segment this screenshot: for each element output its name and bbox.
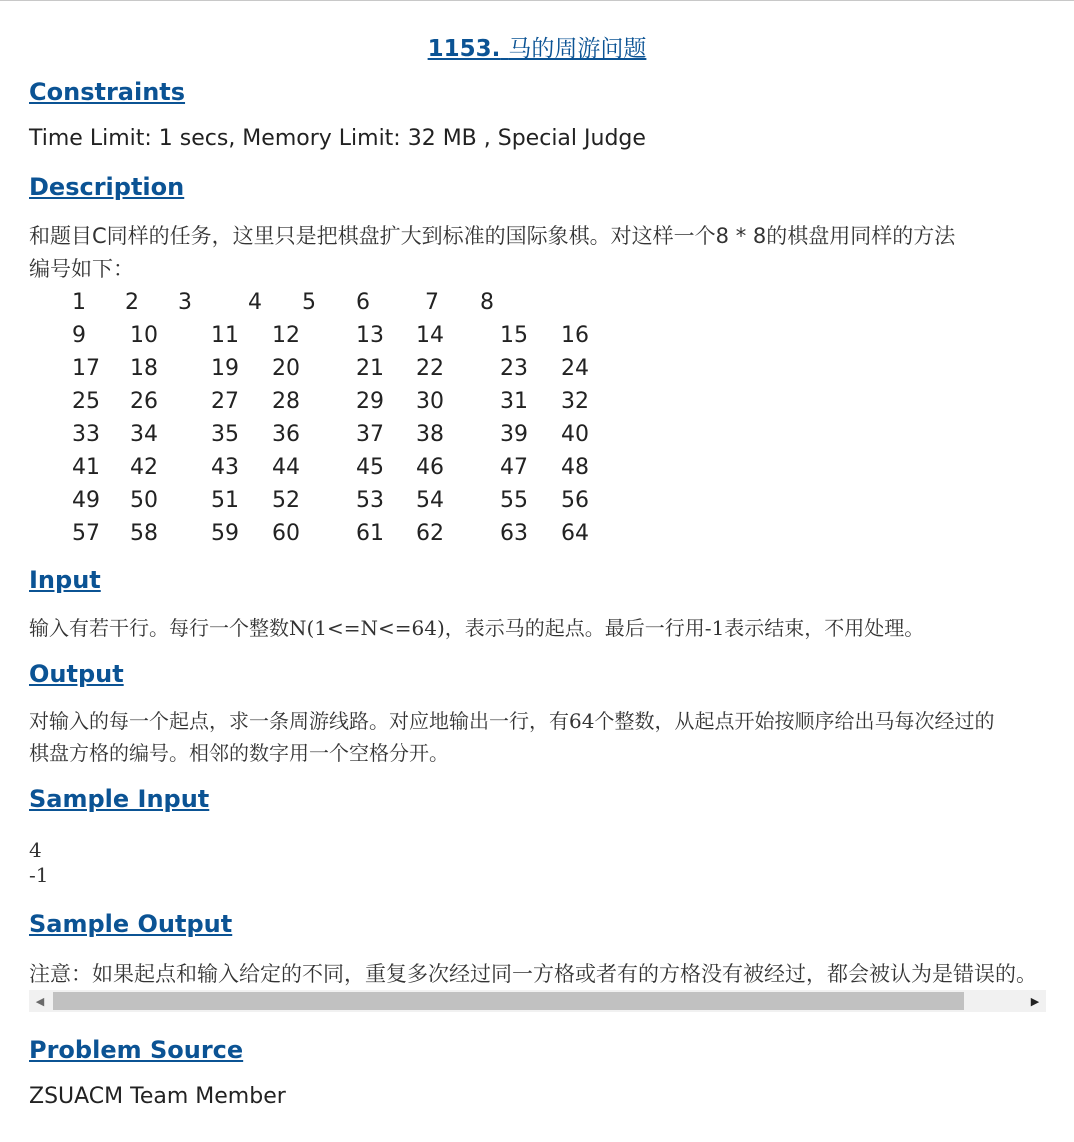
board-row: [0, 451, 700, 484]
board-cell: 55: [500, 488, 528, 513]
board-cell: 9: [72, 323, 86, 348]
board-cell: 16: [561, 323, 589, 348]
problem-number: 1153.: [427, 36, 501, 62]
board-cell: 52: [272, 488, 300, 513]
board-cell: 34: [130, 422, 158, 447]
board-cell: 64: [561, 521, 589, 546]
problem-source-text: ZSUACM Team Member: [29, 1084, 286, 1109]
board-cell: 21: [356, 356, 384, 381]
board-cell: 8: [480, 290, 494, 315]
board-cell: 24: [561, 356, 589, 381]
board-row: [0, 385, 700, 418]
board-cell: 1: [72, 290, 86, 315]
board-cell: 26: [130, 389, 158, 414]
board-cell: 58: [130, 521, 158, 546]
board-cell: 40: [561, 422, 589, 447]
problem-source-heading: Problem Source: [29, 1036, 244, 1064]
board-cell: 20: [272, 356, 300, 381]
board-cell: 14: [416, 323, 444, 348]
board-row: [0, 484, 700, 517]
description-segment: C: [92, 224, 107, 248]
output-text-line-2: 棋盘方格的编号。相邻的数字用一个空格分开。: [29, 741, 449, 765]
board-cell: 33: [72, 422, 100, 447]
board-cell: 5: [302, 290, 316, 315]
constraints-heading: Constraints: [29, 78, 186, 106]
board-cell: 49: [72, 488, 100, 513]
board-cell: 37: [356, 422, 384, 447]
board-cell: 44: [272, 455, 300, 480]
board-cell: 13: [356, 323, 384, 348]
scroll-right-icon[interactable]: ▶: [1030, 994, 1040, 1008]
board-cell: 25: [72, 389, 100, 414]
scroll-left-icon[interactable]: ◀: [35, 994, 45, 1008]
board-cell: 7: [425, 290, 439, 315]
description-line-2: 编号如下：: [29, 257, 134, 281]
board-cell: 41: [72, 455, 100, 480]
board-cell: 17: [72, 356, 100, 381]
board-cell: 57: [72, 521, 100, 546]
input-heading: Input: [29, 566, 101, 594]
board-cell: 50: [130, 488, 158, 513]
board-cell: 45: [356, 455, 384, 480]
board-cell: 12: [272, 323, 300, 348]
top-divider: [0, 0, 1074, 1]
board-cell: 15: [500, 323, 528, 348]
board-cell: 61: [356, 521, 384, 546]
board-row: [0, 352, 700, 385]
board-cell: 27: [211, 389, 239, 414]
board-cell: 18: [130, 356, 158, 381]
board-cell: 3: [178, 290, 192, 315]
description-segment: 和题目: [29, 224, 92, 248]
board-cell: 4: [248, 290, 262, 315]
board-row: [0, 286, 700, 319]
board-cell: 54: [416, 488, 444, 513]
board-cell: 42: [130, 455, 158, 480]
description-segment: 同样的任务，这里只是把棋盘扩大到标准的国际象棋。对这样一个: [106, 224, 716, 248]
board-row: [0, 517, 700, 550]
page-title: [0, 30, 1074, 63]
output-heading: Output: [29, 660, 124, 688]
board-cell: 48: [561, 455, 589, 480]
description-line-1: [29, 220, 955, 253]
board-cell: 43: [211, 455, 239, 480]
input-text: 输入有若干行。每行一个整数N(1<=N<=64)，表示马的起点。最后一行用-1表示结束，不用处理。: [29, 616, 925, 640]
board-cell: 47: [500, 455, 528, 480]
board-row: [0, 319, 700, 352]
board-cell: 56: [561, 488, 589, 513]
board-cell: 36: [272, 422, 300, 447]
problem-name: 马的周游问题: [508, 36, 647, 62]
board-cell: 2: [125, 290, 139, 315]
sample-output-block[interactable]: [29, 958, 1046, 1014]
sample-input-block: 4 -1: [29, 838, 49, 887]
board-cell: 6: [356, 290, 370, 315]
sample-input-heading: Sample Input: [29, 785, 210, 813]
problem-title-link[interactable]: [428, 36, 647, 62]
board-cell: 30: [416, 389, 444, 414]
description-segment: 的棋盘用同样的方法: [766, 224, 956, 248]
board-cell: 22: [416, 356, 444, 381]
board-cell: 46: [416, 455, 444, 480]
horizontal-scrollbar[interactable]: [29, 990, 1046, 1012]
board-cell: 39: [500, 422, 528, 447]
board-cell: 32: [561, 389, 589, 414]
board-cell: 29: [356, 389, 384, 414]
description-heading: Description: [29, 173, 185, 201]
board-cell: 23: [500, 356, 528, 381]
board-cell: 28: [272, 389, 300, 414]
board-cell: 60: [272, 521, 300, 546]
board-cell: 63: [500, 521, 528, 546]
board-cell: 10: [130, 323, 158, 348]
board-cell: 19: [211, 356, 239, 381]
board-cell: 59: [211, 521, 239, 546]
constraints-text: Time Limit: 1 secs, Memory Limit: 32 MB , Special Judge: [29, 126, 646, 151]
description-segment: 8 * 8: [715, 224, 767, 248]
board-cell: 38: [416, 422, 444, 447]
board-cell: 53: [356, 488, 384, 513]
output-text-line-1: 对输入的每一个起点，求一条周游线路。对应地输出一行，有64个整数，从起点开始按顺序给出马每次经过的: [29, 709, 995, 733]
sample-output-text: 注意：如果起点和输入给定的不同，重复多次经过同一方格或者有的方格没有被经过，都会被认为是错误的。: [29, 962, 1037, 986]
board-cell: 31: [500, 389, 528, 414]
scrollbar-thumb[interactable]: [53, 992, 964, 1010]
board-cell: 11: [211, 323, 239, 348]
board-cell: 62: [416, 521, 444, 546]
board-cell: 51: [211, 488, 239, 513]
sample-output-heading: Sample Output: [29, 910, 233, 938]
board-row: [0, 418, 700, 451]
description-text: [29, 220, 955, 286]
board-cell: 35: [211, 422, 239, 447]
